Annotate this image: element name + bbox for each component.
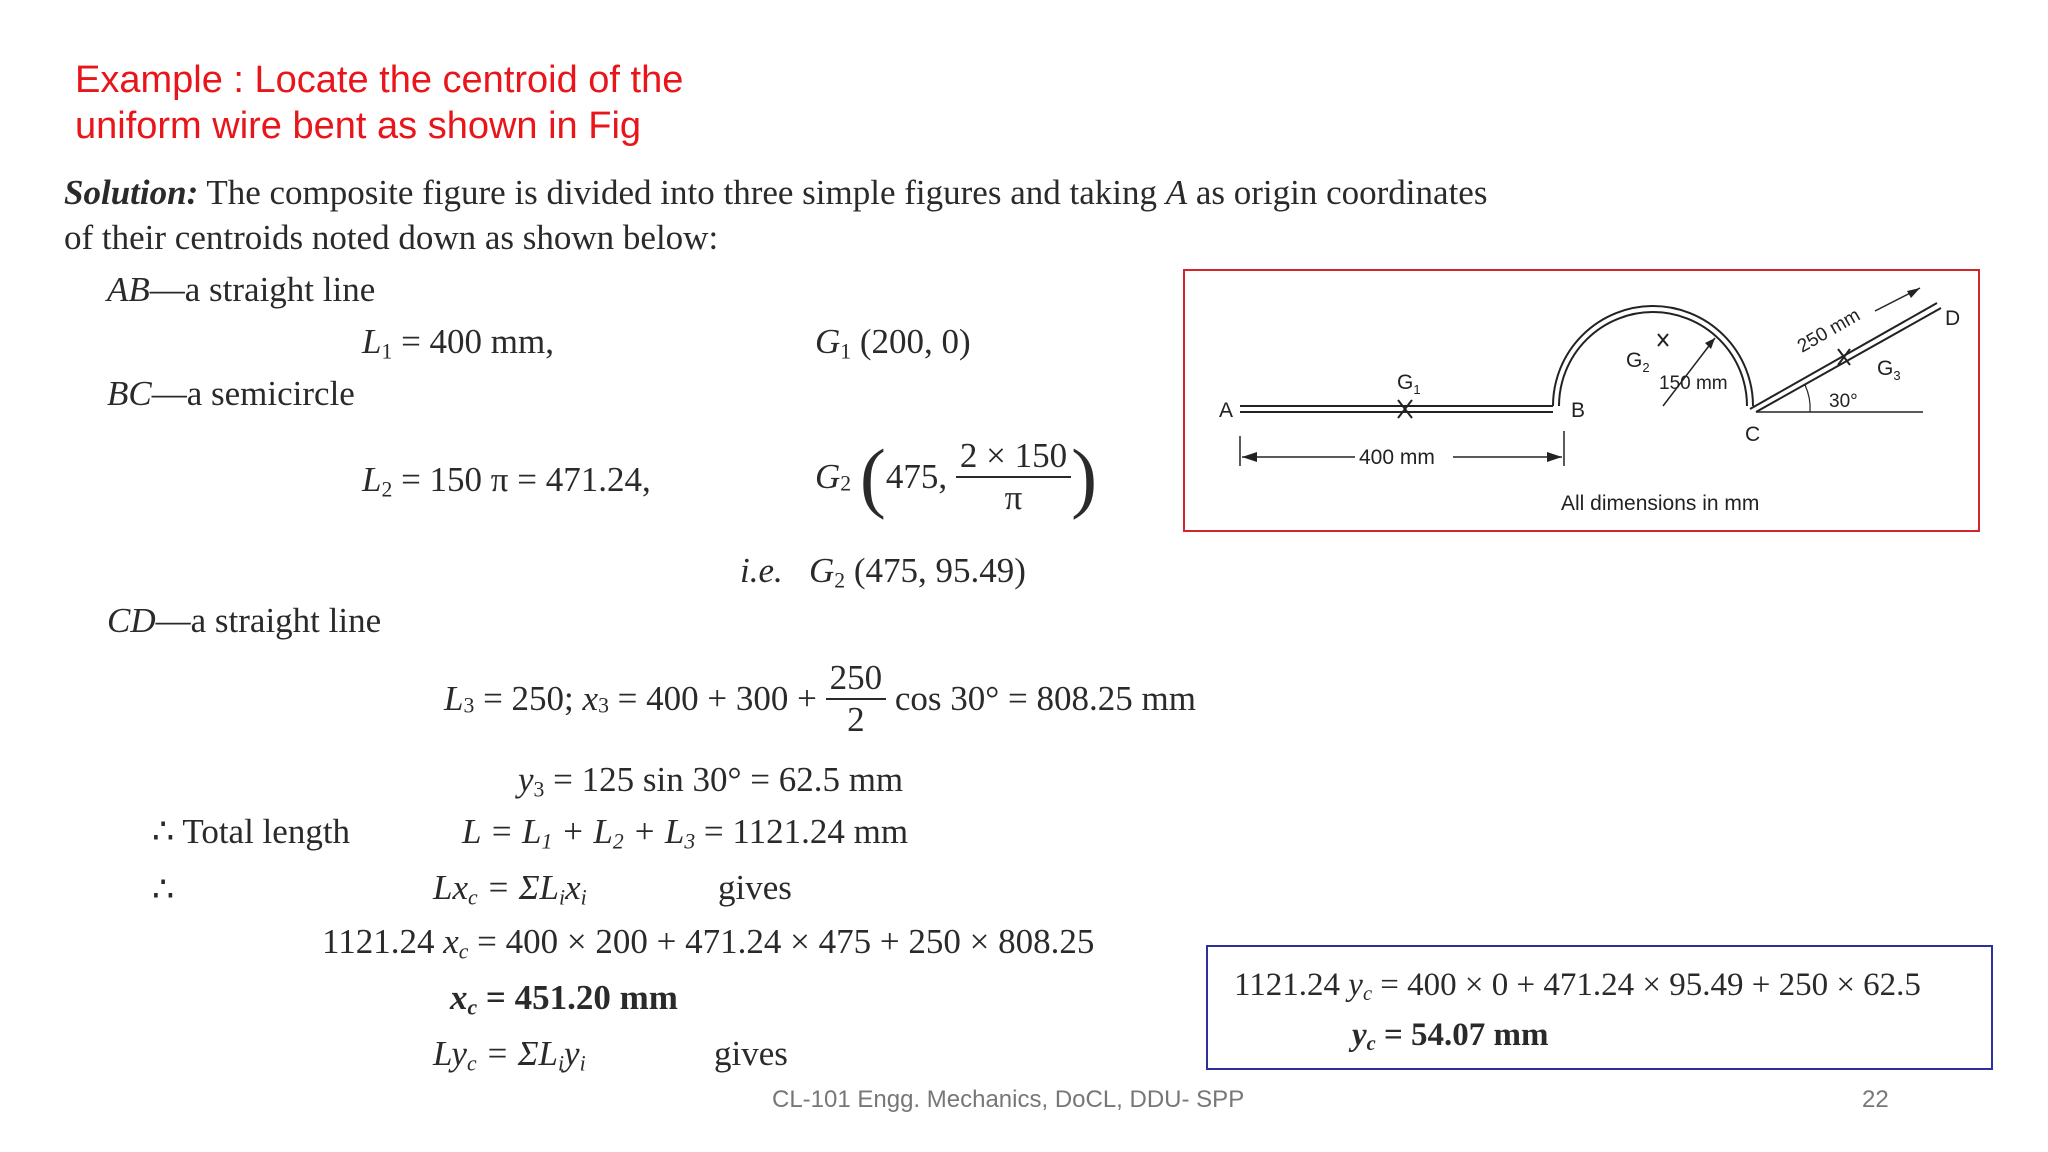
title-line-2: uniform wire bent as shown in Fig	[75, 105, 642, 147]
solution-intro-line-2: of their centroids noted down as shown below:	[64, 218, 719, 257]
figure-note: All dimensions in mm	[1561, 492, 1760, 515]
radius-line	[1663, 338, 1715, 406]
radius-arrow-icon	[1705, 338, 1715, 349]
xc-substitution: 1121.24 $x_c = 400 \times 200 + 471.24 \times 475 + 250 \times 808.25$	[322, 922, 1095, 964]
yc-answer-box	[1206, 945, 1993, 1070]
label-d: D	[1945, 307, 1961, 330]
slide-title	[75, 57, 683, 149]
angle-label: 30°	[1829, 391, 1858, 412]
wire-figure-box	[1183, 269, 1980, 532]
cd-length-x: $L_3 = 250$; $x_3 = 400 + 300$ + $\frac{250}{2}$ cos 30° = 808.25 mm	[444, 658, 1196, 739]
bc-centroid-fraction: $\frac{2 \times 150}{\pi}$	[956, 436, 1071, 518]
xc-result: $x_c = 451.20$ mm	[450, 978, 678, 1020]
label-a: A	[1219, 399, 1234, 422]
label-g2: $G_2$	[1626, 349, 1650, 375]
label-c: C	[1745, 423, 1761, 446]
yc-gives: gives	[714, 1034, 788, 1073]
yc-equation: $Ly_c = \Sigma L_iy_i$	[433, 1034, 586, 1076]
total-length-label: ∴ Total length	[152, 812, 351, 851]
dim-150: 150 mm	[1659, 373, 1728, 394]
bc-length: $L_2 = 150$ π = 471.24,	[362, 460, 651, 502]
xc-equation: $Lx_c = \Sigma L_ix_i$	[433, 868, 587, 910]
ab-heading: AB—a straight line	[107, 270, 376, 309]
solution-label: Solution:	[64, 173, 199, 212]
footer-course: CL-101 Engg. Mechanics, DoCL, DDU- SPP	[772, 1086, 1245, 1113]
label-g3: $G_3$	[1877, 357, 1901, 383]
dim-250: 250 mm	[1794, 304, 1864, 358]
dim-250-arrow-icon	[1907, 288, 1920, 298]
solution-intro-line-1: Solution: The composite figure is divided into three simple figures and taking A as origin coordinates	[64, 173, 1488, 212]
cd-y: $y_3 = 125$ sin 30° = 62.5 mm	[518, 760, 904, 802]
g2-marker-icon	[1658, 334, 1668, 346]
xc-gives: gives	[718, 868, 792, 907]
label-g1: $G_1$	[1397, 371, 1421, 397]
cd-heading: CD—a straight line	[107, 601, 382, 640]
wire-figure	[1185, 271, 1978, 530]
cd-fraction: $\frac{250}{2}$	[826, 658, 887, 740]
bc-heading: BC—a semicircle	[107, 374, 355, 413]
ab-length: $L_1 = 400$ mm,	[362, 322, 554, 364]
bc-centroid-formula: $G_2$ (475, $\frac{2 \times 150}{\pi}$ )	[815, 433, 1098, 520]
angle-arc	[1805, 385, 1810, 412]
label-b: B	[1571, 399, 1586, 422]
total-length-equation: $L = L_1 + L_2 + L_3 = 1121.24$ mm	[462, 812, 909, 854]
dim-400-arrow-left-icon	[1242, 452, 1257, 462]
yc-substitution: 1121.24 $y_c = 400 \times 0 + 471.24 \times 95.49 + 250 \times 62.5$	[1234, 967, 1921, 1006]
page-number: 22	[1862, 1086, 1889, 1113]
ab-centroid: $G_1$ (200, 0)	[815, 322, 971, 364]
title-line-1: Example : Locate the centroid of the	[75, 59, 684, 101]
xc-therefore: ∴	[152, 870, 175, 909]
dim-400: 400 mm	[1359, 446, 1435, 469]
g1-marker-icon	[1398, 400, 1412, 418]
dim-400-arrow-right-icon	[1547, 452, 1562, 462]
bc-centroid-value: i.e. $G_2$ (475, 95.49)	[740, 551, 1026, 593]
yc-result: $y_c = 54.07$ mm	[1352, 1017, 1549, 1056]
